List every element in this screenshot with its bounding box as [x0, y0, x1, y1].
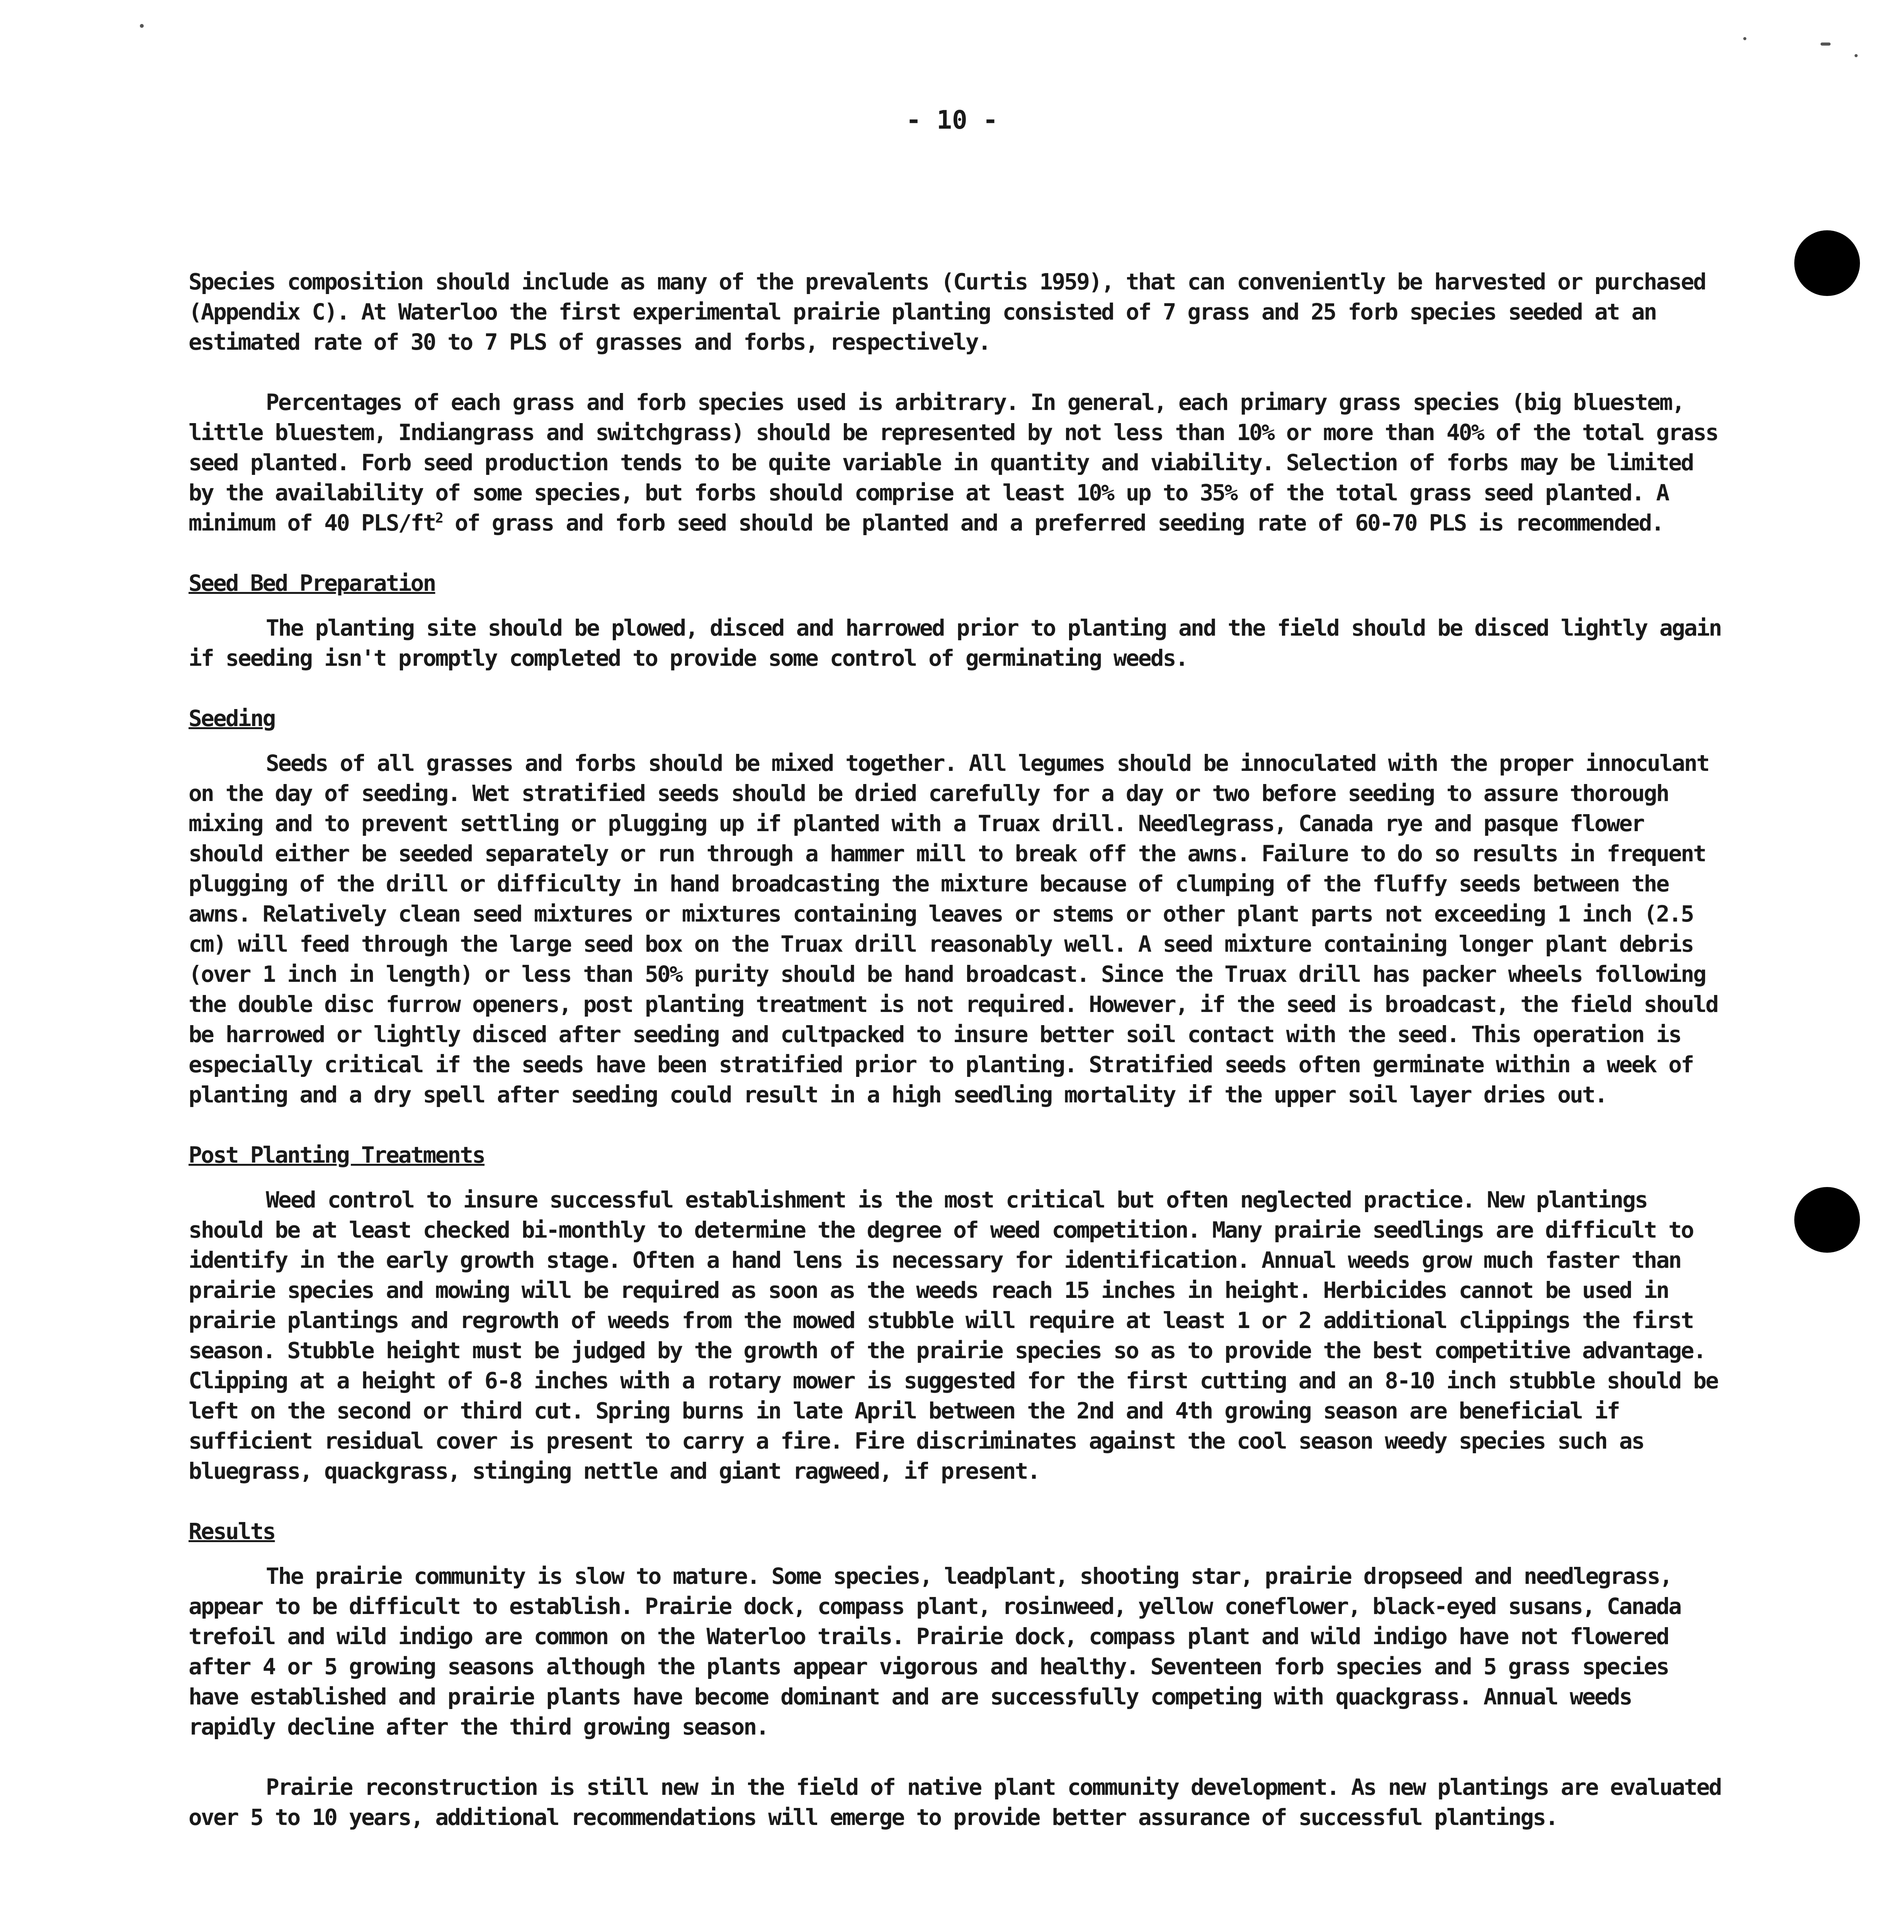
- scan-speck: [140, 24, 144, 28]
- closing-paragraph: Prairie reconstruction is still new in the field of native plant community development. As new plantings are evaluated over 5 to 10 years, additional recommendations will emerge to provide better assurance of successful plantings.: [189, 1774, 1721, 1830]
- section-heading-post-planting: Post Planting Treatments: [189, 1142, 485, 1168]
- minimum-rate-superscript: 2: [435, 510, 443, 526]
- species-percentages-text: Percentages of each grass and forb species used is arbitrary. In general, each primary grass species (big bluestem, little bluestem, Indiangrass and switchgrass) should be represented by not less than 10% or more than 40% of the total grass seed planted. Forb seed production tends to be quite variable in quantity and viability. Selection of forbs may be limited by the availability of some species, but forbs should comprise at least 10% up to 35% of the total grass seed planted.: [189, 389, 1718, 506]
- seed-bed-paragraph: The planting site should be plowed, disced and harrowed prior to planting and the field should be disced lightly again if seeding isn't promptly completed to provide some control of germinating weeds.: [189, 615, 1721, 671]
- section-heading-results: Results: [189, 1518, 275, 1544]
- section-heading-seeding: Seeding: [189, 705, 275, 731]
- scan-speck: [1821, 43, 1831, 46]
- page-number: - 10 -: [906, 105, 998, 135]
- scan-speck: [1855, 54, 1858, 57]
- results-paragraph: The prairie community is slow to mature. Some species, leadplant, shooting star, prairie dropseed and needlegrass, appear to be difficult to establish. Prairie dock, compass plant, rosinweed, yellow coneflower, black-eyed susans, Canada trefoil and wild indigo are common on the Waterloo trails. Prairie dock, compass plant and wild indigo have not flowered after 4 or 5 growing seasons although the plants appear vigorous and healthy. Seventeen forb species and 5 grass species have established and prairie plants have become dominant and are successfully competing with quackgrass. Annual weeds rapidly decline after the third growing season.: [189, 1563, 1681, 1740]
- binder-hole-middle: [1794, 1187, 1860, 1253]
- section-heading-seed-bed: Seed Bed Preparation: [189, 570, 435, 596]
- minimum-rate-rest: of grass and forb seed should be planted and a preferred seeding rate of 60-70 PLS is recommended.: [442, 510, 1664, 536]
- binder-hole-top: [1794, 230, 1860, 296]
- post-planting-paragraph: Weed control to insure successful establishment is the most critical but often neglected practice. New plantings should be at least checked bi-monthly to determine the degree of weed competition. Many prairie seedlings are difficult to identify in the early growth stage. Often a hand lens is necessary for identification. Annual weeds grow much faster than prairie species and mowing will be required as soon as the weeds reach 15 inches in height. Herbicides cannot be used in prairie plantings and regrowth of weeds from the mowed stubble will require at least 1 or 2 additional clippings the first season. Stubble height must be judged by the growth of the prairie species so as to provide the best competitive advantage. Clipping at a height of 6-8 inches with a rotary mower is suggested for the first cutting and an 8-10 inch stubble should be left on the second or third cut. Spring burns in late April between the 2nd and 4th growing season are beneficial if sufficient residual cover is present to carry a fire. Fire discriminates against the cool season weedy species such as bluegrass, quackgrass, stinging nettle and giant ragweed, if present.: [189, 1187, 1718, 1484]
- species-percentages-paragraph: [189, 387, 1726, 538]
- intro-paragraph: Species composition should include as many of the prevalents (Curtis 1959), that can conveniently be harvested or purchased (Appendix C). At Waterloo the first experimental prairie planting consisted of 7 grass and 25 forb species seeded at an estimated rate of 30 to 7 PLS of grasses and forbs, respectively.: [189, 269, 1706, 355]
- scan-speck: [1743, 37, 1746, 40]
- document-body: [189, 267, 1726, 1862]
- minimum-rate-text: A minimum of 40 PLS/ft: [189, 480, 1669, 536]
- seeding-paragraph: Seeds of all grasses and forbs should be mixed together. All legumes should be innoculated with the proper innoculant on the day of seeding. Wet stratified seeds should be dried carefully for a day or two before seeding to assure thorough mixing and to prevent settling or plugging up if planted with a Truax drill. Needlegrass, Canada rye and pasque flower should either be seeded separately or run through a hammer mill to break off the awns. Failure to do so results in frequent plugging of the drill or difficulty in hand broadcasting the mixture because of clumping of the fluffy seeds between the awns. Relatively clean seed mixtures or mixtures containing leaves or stems or other plant parts not exceeding 1 inch (2.5 cm) will feed through the large seed box on the Truax drill reasonably well. A seed mixture containing longer plant debris (over 1 inch in length) or less than 50% purity should be hand broadcast. Since the Truax drill has packer wheels following the double disc furrow openers, post planting treatment is not required. However, if the seed is broadcast, the field should be harrowed or lightly disced after seeding and cultpacked to insure better soil contact with the seed. This operation is especially critical if the seeds have been stratified prior to planting. Stratified seeds often germinate within a week of planting and a dry spell after seeding could result in a high seedling mortality if the upper soil layer dries out.: [189, 750, 1718, 1108]
